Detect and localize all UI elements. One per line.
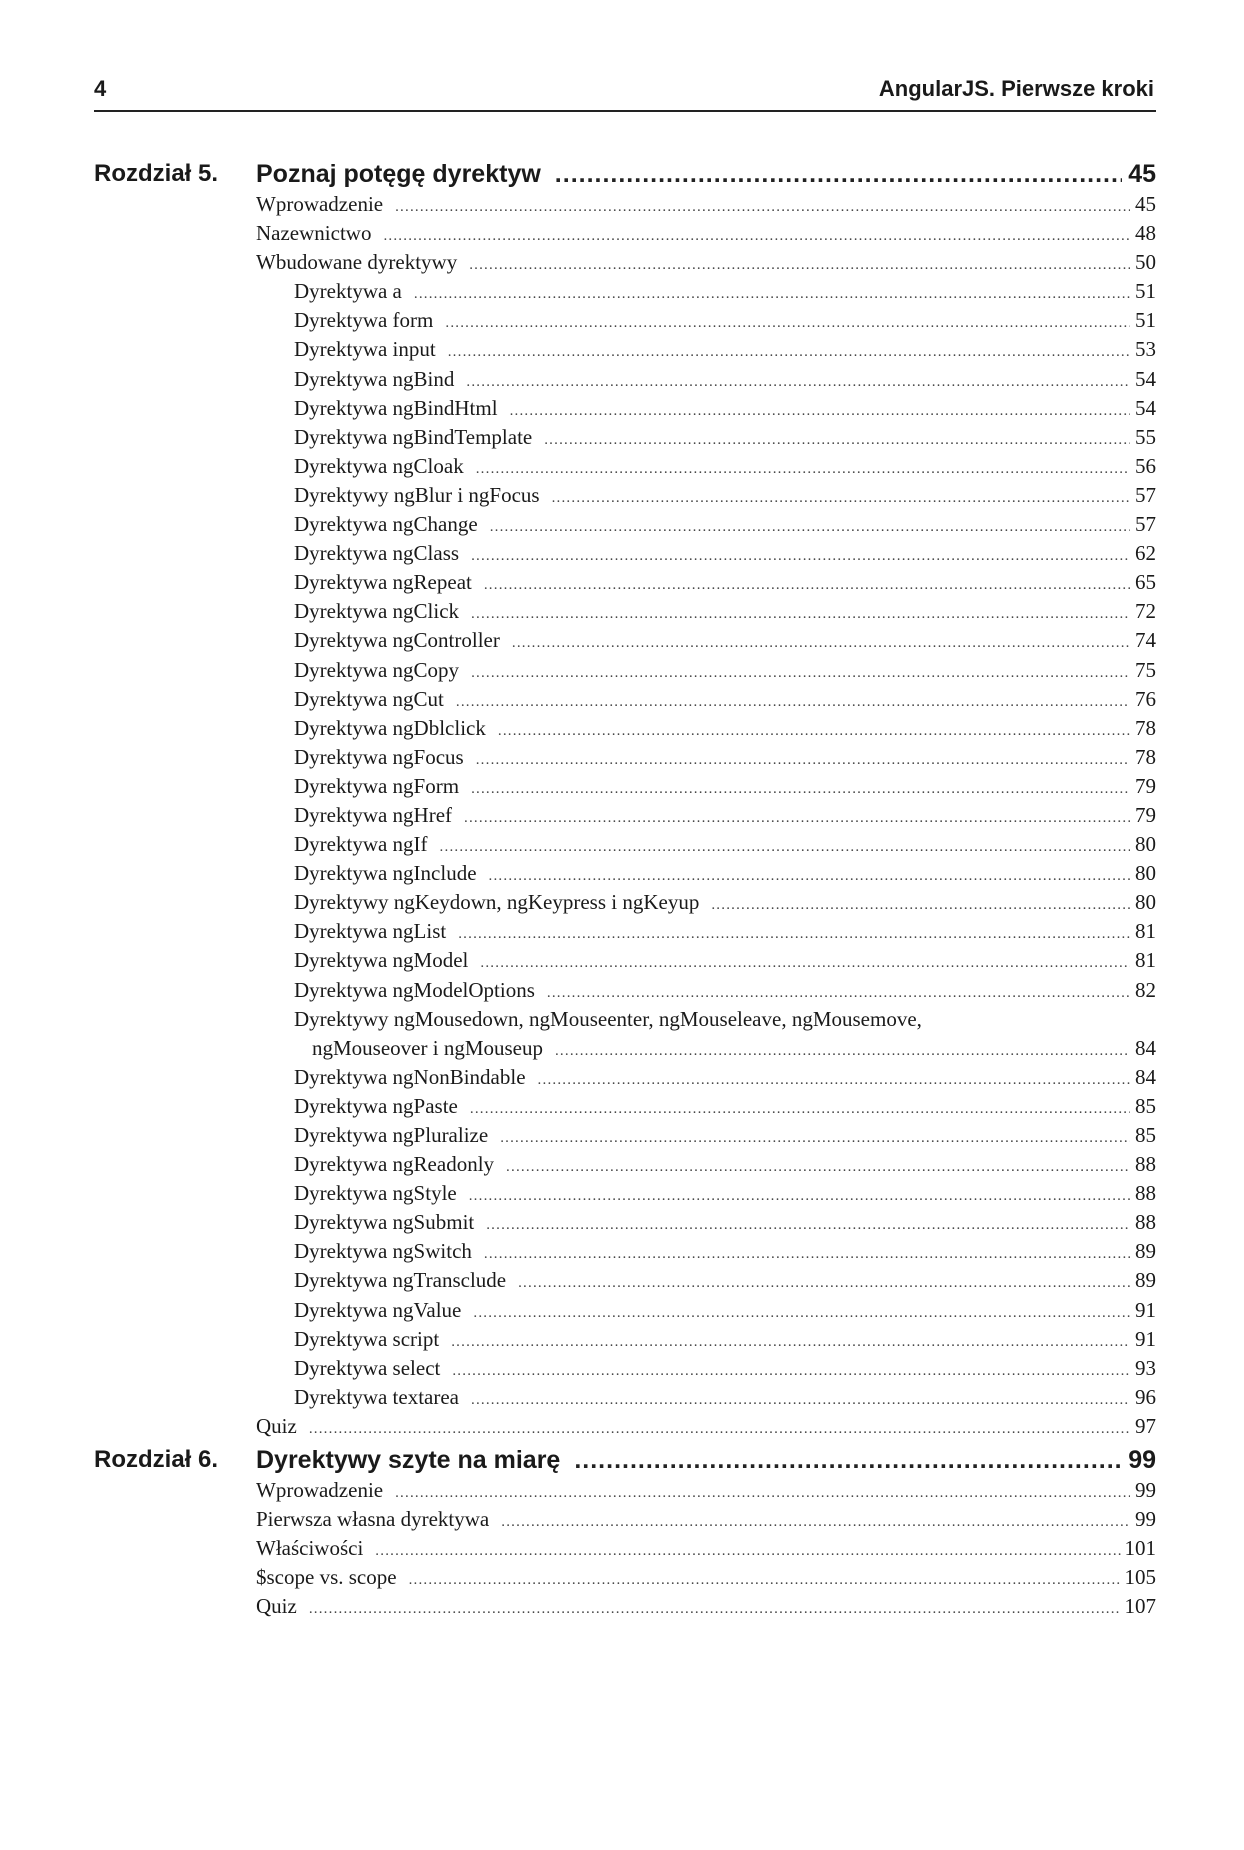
running-header <box>94 74 1156 112</box>
toc-entry[interactable] <box>256 1327 1156 1356</box>
toc-entry-title: Dyrektywa ngCopy <box>294 657 460 682</box>
leader-dots <box>309 1601 1121 1618</box>
toc-entry-title: Dyrektywa ngSubmit <box>294 1210 475 1235</box>
toc-entry[interactable] <box>256 337 1156 366</box>
toc-entry-page: 84 <box>1135 1035 1156 1060</box>
toc-entry[interactable] <box>256 716 1156 745</box>
chapter-title: Poznaj potęgę dyrektyw <box>256 160 541 188</box>
toc-entry-title: Dyrektywa ngBindTemplate <box>294 424 533 449</box>
toc-entry-title: $scope vs. scope <box>256 1565 397 1590</box>
toc-entry-page: 105 <box>1124 1565 1156 1590</box>
leader-dots <box>395 1485 1130 1502</box>
leader-dots <box>375 1543 1120 1560</box>
toc-entry-title: Quiz <box>256 1413 297 1438</box>
toc-entry-page: 96 <box>1135 1384 1156 1409</box>
toc-entry[interactable] <box>256 1036 1156 1065</box>
toc-entry-title: Wprowadzenie <box>256 1478 384 1502</box>
toc-entry[interactable] <box>256 250 1156 279</box>
leader-dots <box>552 490 1130 507</box>
toc-entry-page: 107 <box>1124 1594 1156 1619</box>
toc-entry[interactable] <box>256 890 1156 919</box>
toc-entry[interactable] <box>256 919 1156 948</box>
leader-dots <box>469 257 1130 274</box>
toc-entry-title: Dyrektywa ngInclude <box>294 861 477 886</box>
toc-entry-title: Dyrektywa ngModelOptions <box>294 977 535 1002</box>
toc-entry-title: Dyrektywa ngNonBindable <box>294 1064 526 1089</box>
leader-dots <box>484 577 1130 594</box>
toc-entry[interactable] <box>256 1385 1156 1414</box>
toc-entry[interactable] <box>256 1152 1156 1181</box>
leader-dots <box>506 1159 1130 1176</box>
leader-dots <box>466 374 1130 391</box>
book-title: AngularJS. Pierwsze kroki <box>878 76 1154 101</box>
toc-entry[interactable] <box>256 541 1156 570</box>
toc-entry[interactable] <box>256 454 1156 483</box>
toc-entry-page: 85 <box>1135 1123 1156 1147</box>
leader-dots <box>476 752 1130 769</box>
toc-entry[interactable] <box>256 192 1156 221</box>
leader-dots <box>489 868 1130 885</box>
toc-entry[interactable] <box>256 367 1156 396</box>
toc-entry[interactable] <box>256 483 1156 512</box>
toc-entry-title: Dyrektywa ngBindHtml <box>294 395 498 420</box>
leader-dots <box>555 1043 1130 1060</box>
leader-dots <box>512 635 1130 652</box>
toc-entry-page: 53 <box>1135 337 1156 362</box>
toc-entry[interactable] <box>256 628 1156 657</box>
chapter-label: Rozdział 5. <box>94 160 219 187</box>
toc-entry[interactable] <box>256 1356 1156 1385</box>
toc-entry[interactable] <box>256 570 1156 599</box>
toc-entry-page: 78 <box>1135 715 1156 740</box>
toc-entry-title: Pierwsza własna dyrektywa <box>256 1507 490 1532</box>
toc-entry-page: 65 <box>1135 570 1156 595</box>
leader-dots <box>473 1305 1130 1322</box>
chapter-page: 99 <box>1128 1446 1156 1474</box>
toc-entry-page: 55 <box>1135 424 1156 449</box>
toc-entry-page: 54 <box>1135 366 1156 391</box>
toc-entry-page: 80 <box>1135 832 1156 857</box>
leader-dots <box>574 1446 1122 1475</box>
toc-entry[interactable] <box>256 599 1156 628</box>
toc-entry[interactable] <box>256 1065 1156 1094</box>
chapter-section <box>94 1442 1156 1619</box>
toc-entry-title: Dyrektywa ngSwitch <box>294 1239 472 1264</box>
chapter-label: Rozdział 6. <box>94 1446 219 1473</box>
toc-entry[interactable] <box>256 1239 1156 1268</box>
leader-dots <box>395 199 1130 216</box>
toc-entry[interactable] <box>256 512 1156 541</box>
toc-entry-page: 97 <box>1135 1413 1156 1438</box>
toc-entry-title: Dyrektywa textarea <box>294 1384 459 1409</box>
toc-entry-title: Dyrektywy ngBlur i ngFocus <box>294 482 540 507</box>
toc-entry-page: 82 <box>1135 977 1156 1002</box>
toc-entry-page: 89 <box>1135 1268 1156 1293</box>
leader-dots <box>451 1334 1130 1351</box>
leader-dots <box>471 781 1130 798</box>
toc-entry-page: 88 <box>1135 1181 1156 1206</box>
toc-entry-page: 99 <box>1135 1507 1156 1532</box>
leader-dots <box>501 1514 1130 1531</box>
leader-dots <box>448 344 1130 361</box>
toc-entry-page: 80 <box>1135 890 1156 915</box>
toc-entry[interactable] <box>256 832 1156 861</box>
toc-entry-page: 48 <box>1135 221 1156 246</box>
leader-dots <box>480 955 1130 972</box>
leader-dots <box>711 897 1130 914</box>
toc-entry-title: Dyrektywa ngClass <box>294 541 460 566</box>
toc-entry-page: 45 <box>1135 192 1156 216</box>
toc-entry-title: Dyrektywa ngList <box>294 919 447 944</box>
toc-entry-page: 51 <box>1135 308 1156 333</box>
toc-entry-title: Dyrektywa script <box>294 1326 440 1351</box>
leader-dots <box>490 519 1130 536</box>
toc-entry-title: Dyrektywa select <box>294 1355 441 1380</box>
leader-dots <box>486 1217 1130 1234</box>
leader-dots <box>440 839 1130 856</box>
toc-entry-title: Wprowadzenie <box>256 192 384 216</box>
leader-dots <box>555 160 1122 189</box>
toc-entry[interactable] <box>256 221 1156 250</box>
leader-dots <box>476 461 1130 478</box>
toc-entry-title: Dyrektywa ngController <box>294 628 500 653</box>
leader-dots <box>445 315 1130 332</box>
toc-entry-title: Wbudowane dyrektywy <box>256 250 458 275</box>
leader-dots <box>464 810 1130 827</box>
toc-entry-page: 51 <box>1135 279 1156 304</box>
leader-dots <box>547 985 1130 1002</box>
toc-entry-title: Nazewnictwo <box>256 221 372 246</box>
leader-dots <box>471 1392 1130 1409</box>
toc-entry[interactable] <box>256 774 1156 803</box>
leader-dots <box>518 1275 1130 1292</box>
leader-dots <box>510 403 1130 420</box>
page-number: 4 <box>94 76 107 101</box>
toc-entry-title: Dyrektywa ngDblclick <box>294 715 486 740</box>
toc-entry-title: Dyrektywa ngIf <box>294 832 428 857</box>
toc-entry[interactable] <box>256 658 1156 687</box>
leader-dots <box>469 1188 1130 1205</box>
toc-entry[interactable] <box>256 1298 1156 1327</box>
toc-entry-page: 75 <box>1135 657 1156 682</box>
toc-entry-title: ngMouseover i ngMouseup <box>312 1035 543 1060</box>
toc-entry[interactable] <box>256 1414 1156 1443</box>
toc-entry-title: Dyrektywy ngMousedown, ngMouseenter, ngMouseleave, ngMousemove, <box>294 1006 922 1031</box>
toc-entry[interactable] <box>256 1094 1156 1123</box>
toc-entries <box>256 192 1156 1443</box>
toc-entry[interactable] <box>256 1210 1156 1239</box>
toc-entry-page: 101 <box>1124 1536 1156 1561</box>
toc-entry-title: Dyrektywa ngPaste <box>294 1093 458 1118</box>
chapter-page: 45 <box>1128 160 1156 188</box>
leader-dots <box>484 1246 1130 1263</box>
toc-entry-page: 74 <box>1135 628 1156 653</box>
toc-entry-title: Dyrektywa input <box>294 337 436 362</box>
chapter-heading[interactable] <box>94 156 1156 194</box>
leader-dots <box>471 548 1130 565</box>
toc-entry[interactable] <box>256 279 1156 308</box>
toc-entry[interactable] <box>256 1536 1156 1565</box>
toc-entry-title: Dyrektywa ngHref <box>294 802 453 827</box>
toc-entry-page: 72 <box>1135 599 1156 624</box>
toc-entry-page: 89 <box>1135 1239 1156 1264</box>
toc-entry[interactable] <box>256 396 1156 425</box>
leader-dots <box>409 1572 1121 1589</box>
toc-entry-title: Dyrektywa ngChange <box>294 512 478 537</box>
toc-entry[interactable] <box>256 1007 1156 1036</box>
toc-entry-title: Dyrektywy ngKeydown, ngKeypress i ngKeyup <box>294 890 700 915</box>
leader-dots <box>452 1363 1130 1380</box>
toc-entry[interactable] <box>256 687 1156 716</box>
toc-entry-page: 91 <box>1135 1326 1156 1351</box>
toc-entry-title: Quiz <box>256 1594 297 1619</box>
toc-entry-page: 88 <box>1135 1210 1156 1235</box>
toc-entry[interactable] <box>256 948 1156 977</box>
toc-entry-title: Dyrektywa ngRepeat <box>294 570 472 595</box>
toc-entry-page: 84 <box>1135 1064 1156 1089</box>
toc-entry[interactable] <box>256 1268 1156 1297</box>
leader-dots <box>414 286 1130 303</box>
toc-entry-page: 56 <box>1135 453 1156 478</box>
toc-entry-title: Dyrektywa ngForm <box>294 773 460 798</box>
toc-entry-title: Dyrektywa ngBind <box>294 366 455 391</box>
toc-entry[interactable] <box>256 1478 1156 1507</box>
toc-entry-page: 79 <box>1135 802 1156 827</box>
toc-entry-page: 88 <box>1135 1152 1156 1177</box>
toc-entry[interactable] <box>256 1123 1156 1152</box>
toc-entry-page: 79 <box>1135 773 1156 798</box>
leader-dots <box>470 1101 1130 1118</box>
toc-entry-title: Właściwości <box>256 1536 364 1561</box>
toc-entry-title: Dyrektywa ngClick <box>294 599 460 624</box>
toc-entry[interactable] <box>256 978 1156 1007</box>
leader-dots <box>471 606 1130 623</box>
toc-entry[interactable] <box>256 308 1156 337</box>
toc-entry-page: 99 <box>1135 1478 1156 1502</box>
toc-entry-page: 80 <box>1135 861 1156 886</box>
toc-entry-page: 76 <box>1135 686 1156 711</box>
leader-dots <box>538 1072 1130 1089</box>
leader-dots <box>458 926 1130 943</box>
toc-entry-page: 50 <box>1135 250 1156 275</box>
toc-entry-page: 91 <box>1135 1297 1156 1322</box>
chapter-heading[interactable] <box>94 1442 1156 1480</box>
toc-entry-title: Dyrektywa a <box>294 279 402 304</box>
toc-entry-page: 81 <box>1135 948 1156 973</box>
toc-entry-page: 57 <box>1135 482 1156 507</box>
chapter-title: Dyrektywy szyte na miarę <box>256 1446 561 1474</box>
toc-entry-title: Dyrektywa ngFocus <box>294 744 464 769</box>
toc-entry[interactable] <box>256 1565 1156 1594</box>
leader-dots <box>383 228 1130 245</box>
toc-entry[interactable] <box>256 1181 1156 1210</box>
toc-entry-title: Dyrektywa form <box>294 308 434 333</box>
toc-entry[interactable] <box>256 425 1156 454</box>
toc-entry-title: Dyrektywa ngCut <box>294 686 444 711</box>
leader-dots <box>498 723 1130 740</box>
toc-entry-title: Dyrektywa ngValue <box>294 1297 462 1322</box>
leader-dots <box>456 694 1130 711</box>
toc-entry-page: 78 <box>1135 744 1156 769</box>
toc-entry-title: Dyrektywa ngCloak <box>294 453 464 478</box>
toc-entry-page: 57 <box>1135 512 1156 537</box>
chapter-section <box>94 156 1156 1438</box>
toc-entry[interactable] <box>256 745 1156 774</box>
toc-entry[interactable] <box>256 861 1156 890</box>
leader-dots <box>309 1421 1130 1438</box>
toc-entry[interactable] <box>256 1507 1156 1536</box>
toc-entry-page: 93 <box>1135 1355 1156 1380</box>
toc-entry-page: 85 <box>1135 1093 1156 1118</box>
toc-entry-page: 81 <box>1135 919 1156 944</box>
toc-entry-title: Dyrektywa ngStyle <box>294 1181 457 1206</box>
toc-entry-title: Dyrektywa ngModel <box>294 948 469 973</box>
toc-entry[interactable] <box>256 803 1156 832</box>
toc-entry-page: 62 <box>1135 541 1156 566</box>
toc-entry-page: 54 <box>1135 395 1156 420</box>
leader-dots <box>544 432 1130 449</box>
leader-dots <box>471 665 1130 682</box>
toc-entry-title: Dyrektywa ngReadonly <box>294 1152 495 1177</box>
toc-entry-title: Dyrektywa ngTransclude <box>294 1268 507 1293</box>
toc-entry[interactable] <box>256 1594 1156 1623</box>
toc-entry-title: Dyrektywa ngPluralize <box>294 1123 489 1147</box>
leader-dots <box>500 1130 1130 1147</box>
toc-entries <box>256 1478 1156 1623</box>
